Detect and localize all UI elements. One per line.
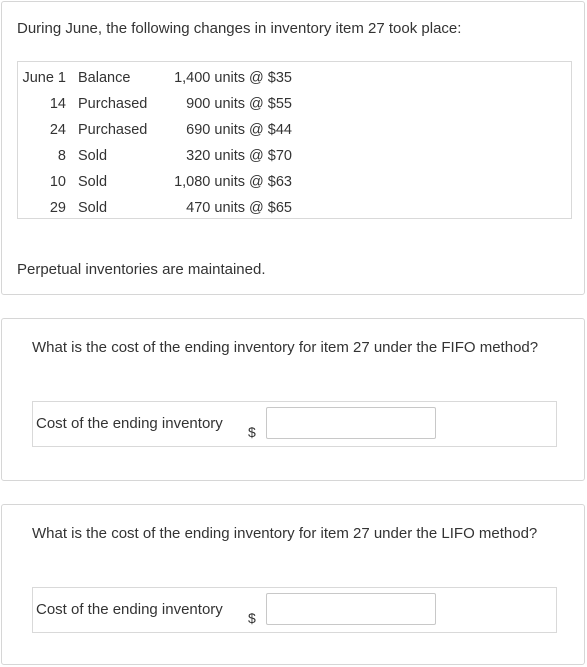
question-text-lifo: What is the cost of the ending inventory for item 27 under the LIFO method? [32, 525, 538, 542]
answer-label-lifo: Cost of the ending inventory [36, 601, 223, 618]
question-card-fifo [1, 318, 585, 481]
row-qty: 1,400 units @ $35 [174, 70, 292, 86]
currency-symbol: $ [248, 424, 256, 440]
row-type: Purchased [78, 96, 148, 112]
row-qty: 900 units @ $55 [186, 96, 292, 112]
question-text-fifo: What is the cost of the ending inventory for item 27 under the FIFO method? [32, 339, 539, 356]
row-type: Sold [78, 200, 108, 216]
problem-card [1, 1, 585, 295]
row-date: 10 [49, 174, 66, 190]
row-date: 8 [57, 148, 66, 164]
answer-box-fifo [32, 401, 557, 447]
row-type: Purchased [78, 122, 148, 138]
intro-text: During June, the following changes in inventory item 27 took place: [17, 20, 462, 37]
row-type: Sold [78, 174, 108, 190]
question-card-lifo [1, 504, 585, 665]
table-row [18, 143, 292, 169]
row-date: June 1 [22, 70, 66, 86]
inventory-table [18, 65, 292, 221]
note-text: Perpetual inventories are maintained. [17, 261, 266, 278]
answer-label-fifo: Cost of the ending inventory [36, 415, 223, 432]
row-date: 29 [49, 200, 66, 216]
row-qty: 1,080 units @ $63 [174, 174, 292, 190]
row-qty: 690 units @ $44 [186, 122, 292, 138]
row-qty: 320 units @ $70 [186, 148, 292, 164]
row-type: Sold [78, 148, 108, 164]
table-row [18, 169, 292, 195]
fifo-cost-input[interactable] [266, 407, 436, 439]
answer-box-lifo [32, 587, 557, 633]
table-row [18, 117, 292, 143]
currency-symbol: $ [248, 610, 256, 626]
lifo-cost-input[interactable] [266, 593, 436, 625]
table-row [18, 91, 292, 117]
inventory-table-box [17, 61, 572, 219]
table-row [18, 65, 292, 91]
row-type: Balance [78, 70, 131, 86]
row-qty: 470 units @ $65 [186, 200, 292, 216]
table-row [18, 195, 292, 221]
row-date: 24 [49, 122, 66, 138]
row-date: 14 [49, 96, 66, 112]
